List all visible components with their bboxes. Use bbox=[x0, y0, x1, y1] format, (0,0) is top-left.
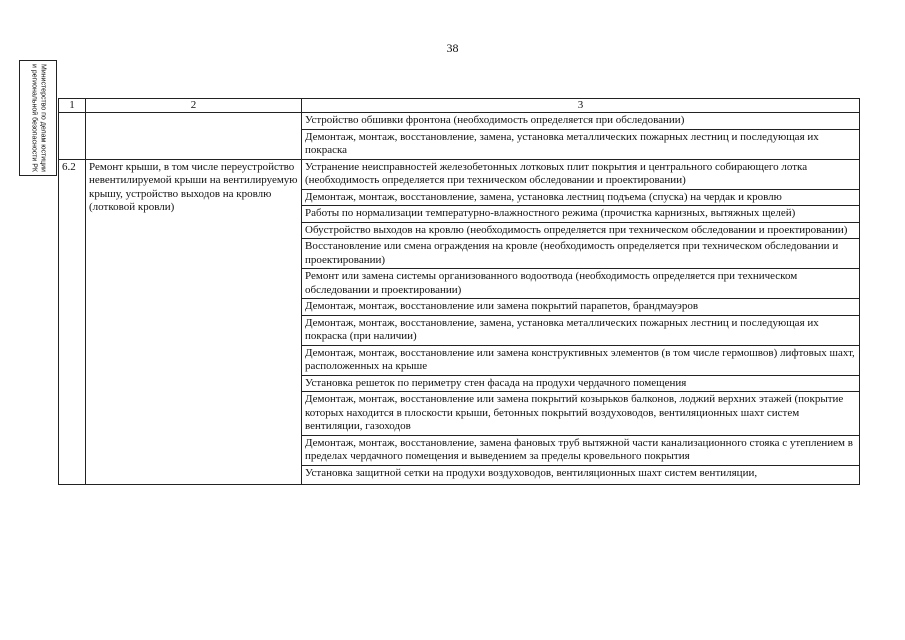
work-item: Демонтаж, монтаж, восстановление или замена конструктивных элементов (в том числе гермошвов) лифтовых шахт, расположенных на крыше bbox=[302, 345, 860, 375]
work-item: Восстановление или смена ограждения на кровле (необходимость определяется при техническом обследовании и проектировании) bbox=[302, 239, 860, 269]
header-col-2: 2 bbox=[86, 99, 302, 113]
table-row bbox=[59, 159, 860, 189]
work-item: Установка решеток по периметру стен фасада на продухи чердачного помещения bbox=[302, 375, 860, 392]
work-item: Демонтаж, монтаж, восстановление, замена, установка металлических пожарных лестниц и последующая их покраска bbox=[302, 129, 860, 159]
work-item: Ремонт или замена системы организованного водоотвода (необходимость определяется при техническом обследовании и проектировании) bbox=[302, 269, 860, 299]
work-item: Обустройство выходов на кровлю (необходимость определяется при техническом обследовании и проектировании) bbox=[302, 222, 860, 239]
section-number: 6.2 bbox=[59, 159, 86, 484]
work-item: Устранение неисправностей железобетонных лотковых плит покрытия и центрального собирающего лотка (необходимость определяется при техническом обследовании и проектировании) bbox=[302, 159, 860, 189]
page-number: 38 bbox=[446, 41, 459, 55]
section-title: Ремонт крыши, в том числе переустройство невентилируемой крыши на вентилируемую крышу, устройство выходов на кровлю (лотковой кровли) bbox=[86, 159, 302, 484]
work-item: Демонтаж, монтаж, восстановление или замена покрытий парапетов, брандмауэров bbox=[302, 299, 860, 316]
work-item: Устройство обшивки фронтона (необходимость определяется при обследовании) bbox=[302, 113, 860, 130]
work-item: Демонтаж, монтаж, восстановление или замена покрытий козырьков балконов, лоджий верхних этажей (покрытие которых находится в плоскости крыши, бетонных покрытий воздуховодов, вентиляционных шахт систем вентиляции, газоходов bbox=[302, 392, 860, 436]
work-item: Демонтаж, монтаж, восстановление, замена, установка металлических пожарных лестниц и последующая их покраска (при наличии) bbox=[302, 315, 860, 345]
work-item: Демонтаж, монтаж, восстановление, замена фановых труб вытяжной части канализационного стояка с утеплением в пределах чердачного помещения и выведением за пределы кровельного покрытия bbox=[302, 435, 860, 465]
header-col-1: 1 bbox=[59, 99, 86, 113]
row-number-cell-empty bbox=[59, 113, 86, 160]
work-item: Установка защитной сетки на продухи воздуховодов, вентиляционных шахт систем вентиляции, bbox=[302, 465, 860, 484]
table-row bbox=[59, 113, 860, 130]
registration-stamp bbox=[19, 60, 57, 176]
header-col-3: 3 bbox=[302, 99, 860, 113]
stamp-text: Министерство по делам юстиции и региональной безопасности РК bbox=[31, 63, 47, 173]
header-row bbox=[59, 99, 860, 113]
work-item: Демонтаж, монтаж, восстановление, замена, установка лестниц подъема (спуска) на чердак и кровлю bbox=[302, 189, 860, 206]
row-title-cell-empty bbox=[86, 113, 302, 160]
works-table bbox=[58, 98, 860, 485]
work-item: Работы по нормализации температурно-влажностного режима (прочистка карнизных, вытяжных щелей) bbox=[302, 206, 860, 223]
